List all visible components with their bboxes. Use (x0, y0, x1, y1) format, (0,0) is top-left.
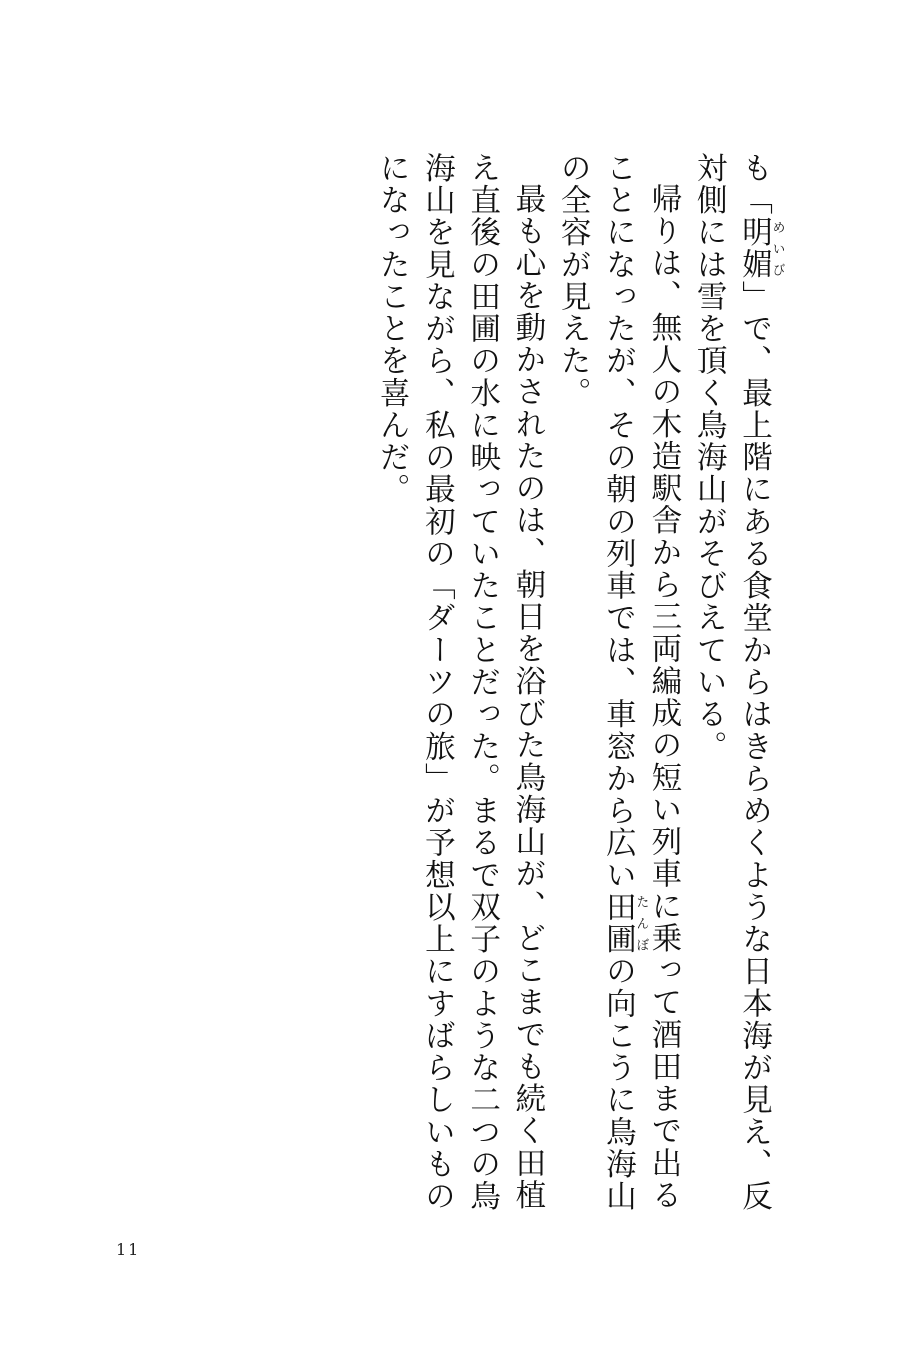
paragraph-2-start: 帰りは、無人の木造駅舎から三両編成の短い列車に乗って酒田まで出ることになったが、その朝の列車では、車窓から広い (600, 152, 681, 1211)
paragraph-2-end: の向こうに鳥海山の全容が見えた。 (555, 152, 636, 1213)
page-number: 11 (116, 1240, 141, 1259)
ruby-meibi-base: 明媚 (736, 216, 772, 281)
paragraph-3: 最も心を動かされたのは、朝日を浴びた鳥海山が、どこまでも続く田植え直後の田圃の水に映っていたことだった。まるで双子のような二つの鳥海山を見ながら、私の最初の「ダーツの旅」が予想以上にすばらしいものになったことを喜んだ。 (374, 152, 545, 1213)
ruby-tanbo (600, 891, 649, 956)
paragraph-1-start: も「 (736, 152, 772, 217)
ruby-tanbo-reading: たんぼ (633, 891, 649, 956)
ruby-tanbo-base: 田圃 (600, 891, 636, 956)
paragraph-1-end: 」で、最上階にある食堂からはきらめくような日本海が見え、反対側には雪を頂く鳥海山がそびえている。 (691, 152, 772, 1213)
ruby-meibi-reading: めいび (769, 216, 785, 281)
body-text (369, 152, 784, 1232)
paragraph-1 (686, 152, 784, 1232)
ruby-meibi (736, 216, 785, 281)
paragraph-2 (550, 152, 686, 1232)
